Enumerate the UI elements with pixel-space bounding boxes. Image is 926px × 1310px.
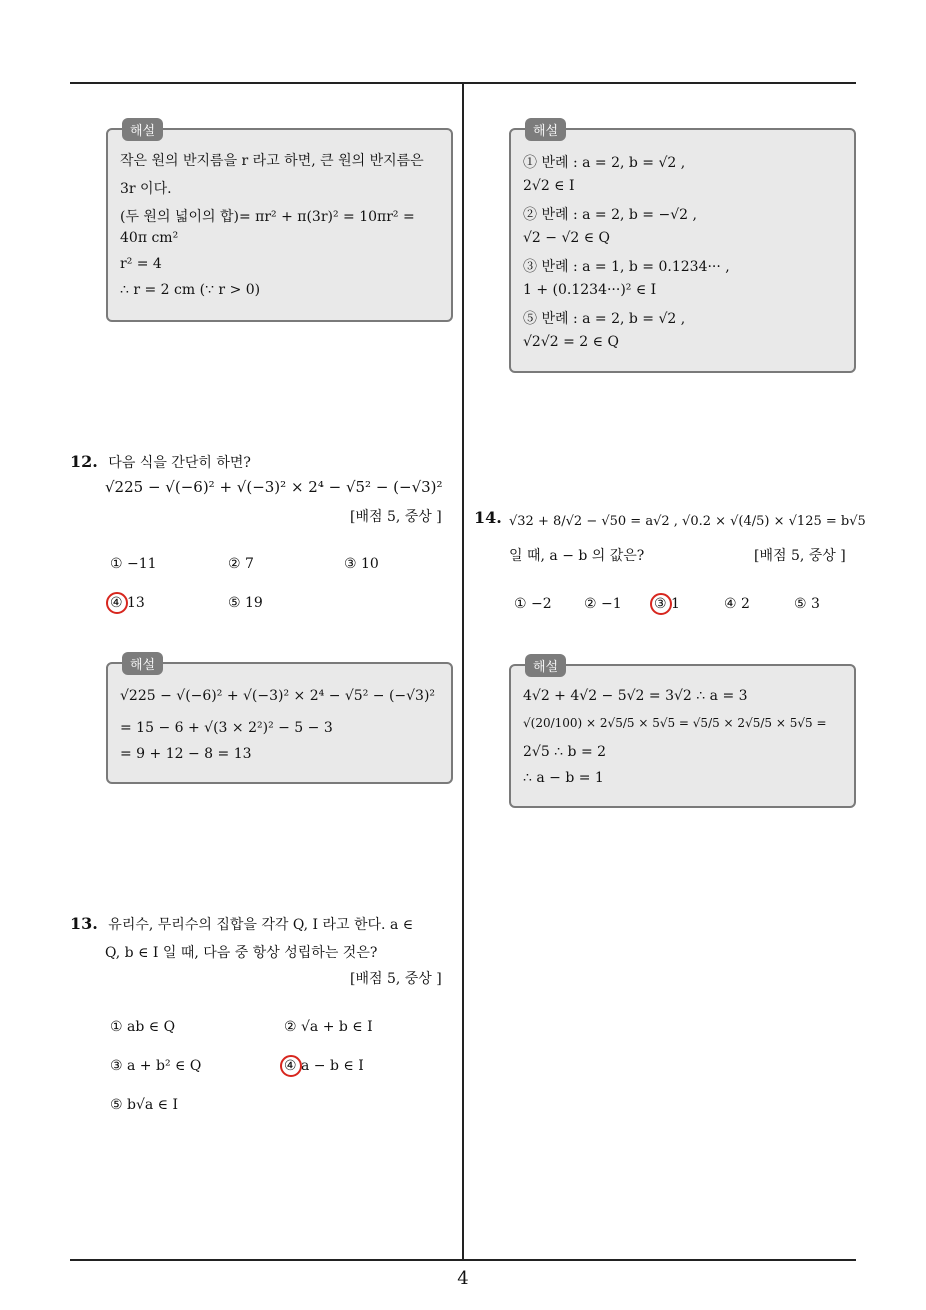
choice-5[interactable]: ⑤ b√a ∈ I — [110, 1097, 179, 1113]
solution-line: 2√5 ∴ b = 2 — [523, 744, 607, 760]
solution-line: √2√2 = 2 ∈ Q — [523, 334, 619, 350]
bottom-rule — [70, 1259, 856, 1261]
choice-5[interactable]: ⑤ 19 — [228, 595, 263, 611]
solution-line: ② 반례 : a = 2, b = −√2 , — [523, 207, 697, 223]
choice-4[interactable]: ④ a − b ∈ I — [284, 1058, 364, 1074]
choice-2[interactable]: ② −1 — [584, 596, 622, 612]
choice-4[interactable]: ④ 13 — [110, 595, 145, 611]
solution-box-14 — [509, 660, 856, 808]
solution-line: 3r 이다. — [120, 181, 172, 197]
solution-box-13 — [509, 124, 856, 373]
solution-line: √2 − √2 ∈ Q — [523, 230, 611, 246]
solution-box-11 — [106, 124, 453, 322]
solution-line: √(20/100) × 2√5/5 × 5√5 = √5/5 × 2√5/5 × 5√5 = — [523, 716, 827, 730]
question-14-expression: √32 + 8/√2 − √50 = a√2 , √0.2 × √(4/5) × √125 = b√5 — [509, 514, 866, 529]
question-number: 12. — [70, 452, 98, 471]
solution-line: r² = 4 — [120, 256, 162, 272]
question-12-expression: √225 − √(−6)² + √(−3)² × 2⁴ − √5² − (−√3)² — [105, 478, 443, 496]
question-13-score: [배점 5, 중상 ] — [350, 971, 442, 987]
solution-tag: 해설 — [122, 652, 163, 675]
choice-1[interactable]: ① −2 — [514, 596, 552, 612]
answer-mark-circle — [280, 1055, 302, 1077]
question-13-text-line2: Q, b ∈ I 일 때, 다음 중 항상 성립하는 것은? — [105, 945, 378, 961]
page-number: 4 — [457, 1268, 469, 1289]
question-13 — [70, 914, 413, 934]
solution-line: = 9 + 12 − 8 = 13 — [120, 746, 252, 762]
choice-2[interactable]: ② √a + b ∈ I — [284, 1019, 373, 1035]
choice-3[interactable]: ③ a + b² ∈ Q — [110, 1058, 202, 1074]
question-number: 13. — [70, 914, 98, 933]
solution-line: 1 + (0.1234···)² ∈ I — [523, 282, 657, 298]
solution-line: ∴ r = 2 cm (∵ r > 0) — [120, 282, 261, 298]
question-14 — [474, 508, 502, 527]
solution-line: 작은 원의 반지름을 r 라고 하면, 큰 원의 반지름은 — [120, 153, 424, 169]
choice-2[interactable]: ② 7 — [228, 556, 254, 572]
question-14-score: [배점 5, 중상 ] — [754, 548, 846, 564]
solution-line: ⑤ 반례 : a = 2, b = √2 , — [523, 311, 686, 327]
question-text: 다음 식을 간단히 하면? — [108, 455, 251, 471]
solution-line: = 15 − 6 + √(3 × 2²)² − 5 − 3 — [120, 720, 333, 736]
solution-line: 40π cm² — [120, 230, 179, 246]
solution-tag: 해설 — [122, 118, 163, 141]
question-12-score: [배점 5, 중상 ] — [350, 509, 442, 525]
answer-mark-circle — [106, 592, 128, 614]
answer-mark-circle — [650, 593, 672, 615]
solution-line: √225 − √(−6)² + √(−3)² × 2⁴ − √5² − (−√3)² — [120, 688, 436, 704]
question-text: 유리수, 무리수의 집합을 각각 Q, I 라고 한다. a ∈ — [108, 917, 414, 933]
choice-3[interactable]: ③ 1 — [654, 596, 680, 612]
solution-line: ① 반례 : a = 2, b = √2 , — [523, 155, 686, 171]
choice-4[interactable]: ④ 2 — [724, 596, 750, 612]
solution-tag: 해설 — [525, 118, 566, 141]
choice-5[interactable]: ⑤ 3 — [794, 596, 820, 612]
choice-1[interactable]: ① ab ∈ Q — [110, 1019, 176, 1035]
solution-line: ∴ a − b = 1 — [523, 770, 604, 786]
solution-line: ③ 반례 : a = 1, b = 0.1234··· , — [523, 259, 730, 275]
solution-tag: 해설 — [525, 654, 566, 677]
choice-3[interactable]: ③ 10 — [344, 556, 379, 572]
choice-1[interactable]: ① −11 — [110, 556, 157, 572]
question-14-text: 일 때, a − b 의 값은? — [509, 548, 645, 564]
solution-line: 4√2 + 4√2 − 5√2 = 3√2 ∴ a = 3 — [523, 688, 748, 704]
solution-line: (두 원의 넓이의 합)= πr² + π(3r)² = 10πr² = — [120, 209, 415, 225]
solution-line: 2√2 ∈ I — [523, 178, 575, 194]
question-12 — [70, 452, 251, 472]
column-divider — [462, 82, 464, 1260]
question-number: 14. — [474, 508, 502, 527]
solution-box-12 — [106, 658, 453, 784]
